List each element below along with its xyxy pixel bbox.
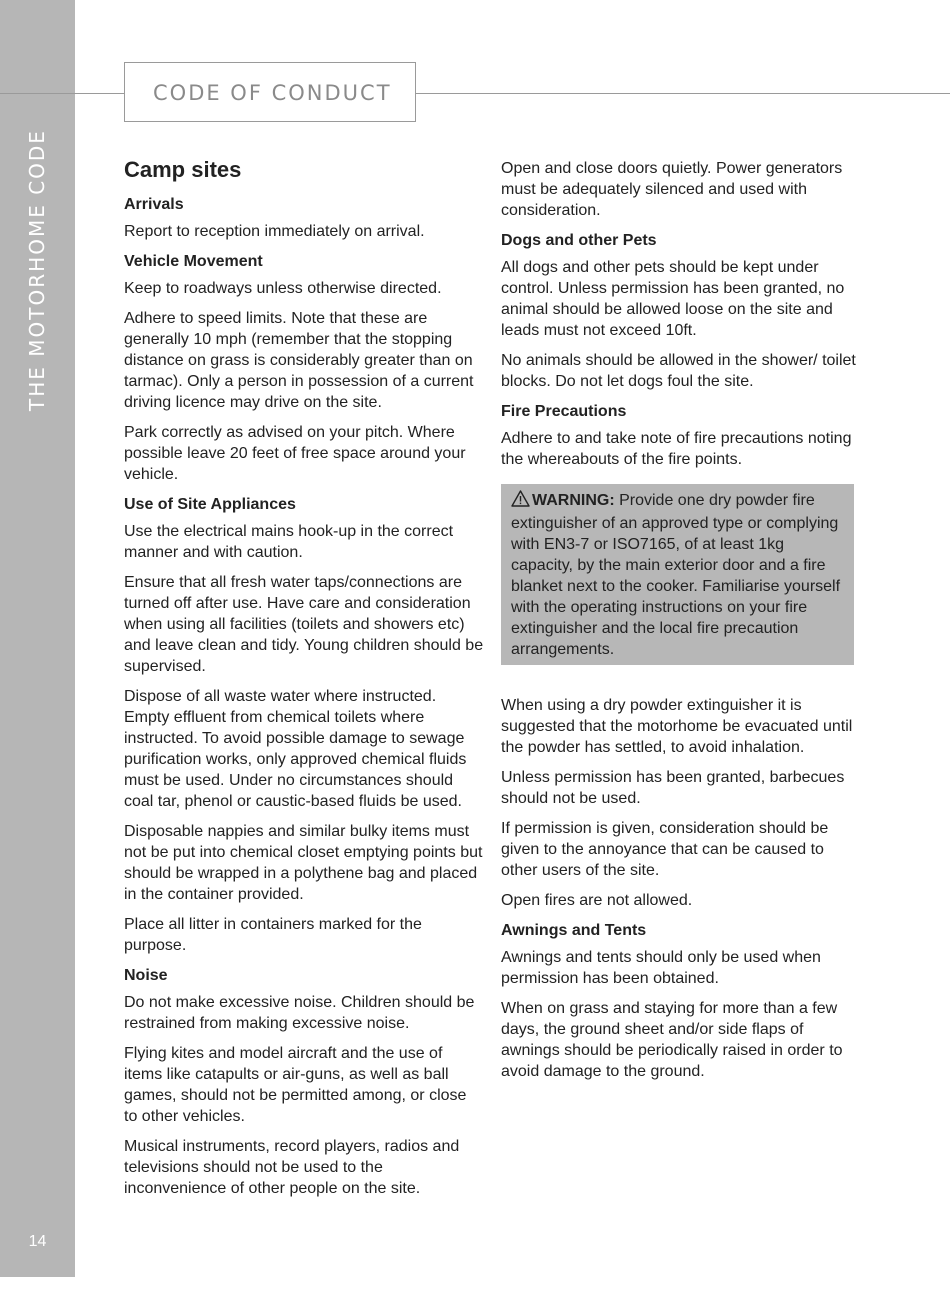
paragraph: No animals should be allowed in the shower/ toilet blocks. Do not let dogs foul the site. <box>501 352 856 390</box>
paragraph: Use the electrical mains hook-up in the correct manner and with caution. <box>124 523 454 561</box>
right-column <box>501 158 861 1091</box>
paragraph: If permission is given, consideration should be given to the annoyance that can be caused to other users of the site. <box>501 820 829 879</box>
page-number: 14 <box>28 1233 47 1250</box>
paragraph: Awnings and tents should only be used when permission has been obtained. <box>501 949 821 987</box>
paragraph: Keep to roadways unless otherwise directed. <box>124 280 442 297</box>
paragraph: Adhere to speed limits. Note that these are generally 10 mph (remember that the stopping distance on grass is considerably greater than on tarmac). Only a person in possession of a current driving licence may drive on the site. <box>124 310 474 411</box>
paragraph: Dispose of all waste water where instructed. Empty effluent from chemical toilets where instructed. To avoid possible damage to sewage purification works, only approved chemical fluids must be used. Under no circumstances should coal tar, phenol or caustic-based fluids be used. <box>124 688 467 810</box>
paragraph: Report to reception immediately on arrival. <box>124 223 425 240</box>
paragraph: All dogs and other pets should be kept under control. Unless permission has been granted, no animal should be allowed loose on the site and leads must not exceed 10ft. <box>501 259 845 339</box>
left-column <box>124 155 484 1208</box>
paragraph: Do not make excessive noise. Children should be restrained from making excessive noise. <box>124 994 475 1032</box>
subheading-arrivals: Arrivals <box>124 196 184 213</box>
paragraph: Open and close doors quietly. Power generators must be adequately silenced and used with consideration. <box>501 160 843 219</box>
subheading-awnings: Awnings and Tents <box>501 922 647 939</box>
subheading-noise: Noise <box>124 967 168 984</box>
paragraph: Musical instruments, record players, radios and televisions should not be used to the inconvenience of other people on the site. <box>124 1138 460 1197</box>
subheading-pets: Dogs and other Pets <box>501 232 657 249</box>
paragraph: Flying kites and model aircraft and the use of items like catapults or air-guns, as well as ball games, should not be permitted among, or close to other vehicles. <box>124 1045 467 1125</box>
page-heading: Camp sites <box>124 157 242 182</box>
paragraph: Place all litter in containers marked for the purpose. <box>124 916 422 954</box>
header-box <box>124 62 416 122</box>
paragraph: Park correctly as advised on your pitch. Where possible leave 20 feet of free space around your vehicle. <box>124 424 466 483</box>
section-title: CODE OF CONDUCT <box>153 81 392 105</box>
warning-box <box>501 484 854 665</box>
warning-body: Provide one dry powder fire extinguisher of an approved type or complying with EN3-7 or ISO7165, of at least 1kg capacity, by the main exterior door and a fire blanket next to the cooker. Familiarise yourself with the operating instructions on your fire extinguisher and the local fire precaution arrangements. <box>511 492 841 658</box>
warning-triangle-icon <box>511 490 530 513</box>
paragraph: Ensure that all fresh water taps/connections are turned off after use. Have care and consideration when using all facilities (toilets and showers etc) and leave clean and tidy. Young children should be supervised. <box>124 574 484 675</box>
side-bar <box>0 0 75 1277</box>
paragraph: When on grass and staying for more than a few days, the ground sheet and/or side flaps of awnings should be periodically raised in order to avoid damage to the ground. <box>501 1000 843 1080</box>
paragraph: When using a dry powder extinguisher it is suggested that the motorhome be evacuated until the powder has settled, to avoid inhalation. <box>501 697 853 756</box>
warning-label: WARNING: <box>532 492 615 509</box>
side-title: THE MOTORHOME CODE <box>25 129 49 411</box>
subheading-fire-precautions: Fire Precautions <box>501 403 627 420</box>
subheading-site-appliances: Use of Site Appliances <box>124 496 296 513</box>
warning-text <box>511 490 844 660</box>
paragraph: Adhere to and take note of fire precautions noting the whereabouts of the fire points. <box>501 430 852 468</box>
subheading-vehicle-movement: Vehicle Movement <box>124 253 263 270</box>
paragraph: Open fires are not allowed. <box>501 892 693 909</box>
paragraph: Disposable nappies and similar bulky items must not be put into chemical closet emptying points but should be wrapped in a polythene bag and placed in the container provided. <box>124 823 483 903</box>
paragraph: Unless permission has been granted, barbecues should not be used. <box>501 769 845 807</box>
